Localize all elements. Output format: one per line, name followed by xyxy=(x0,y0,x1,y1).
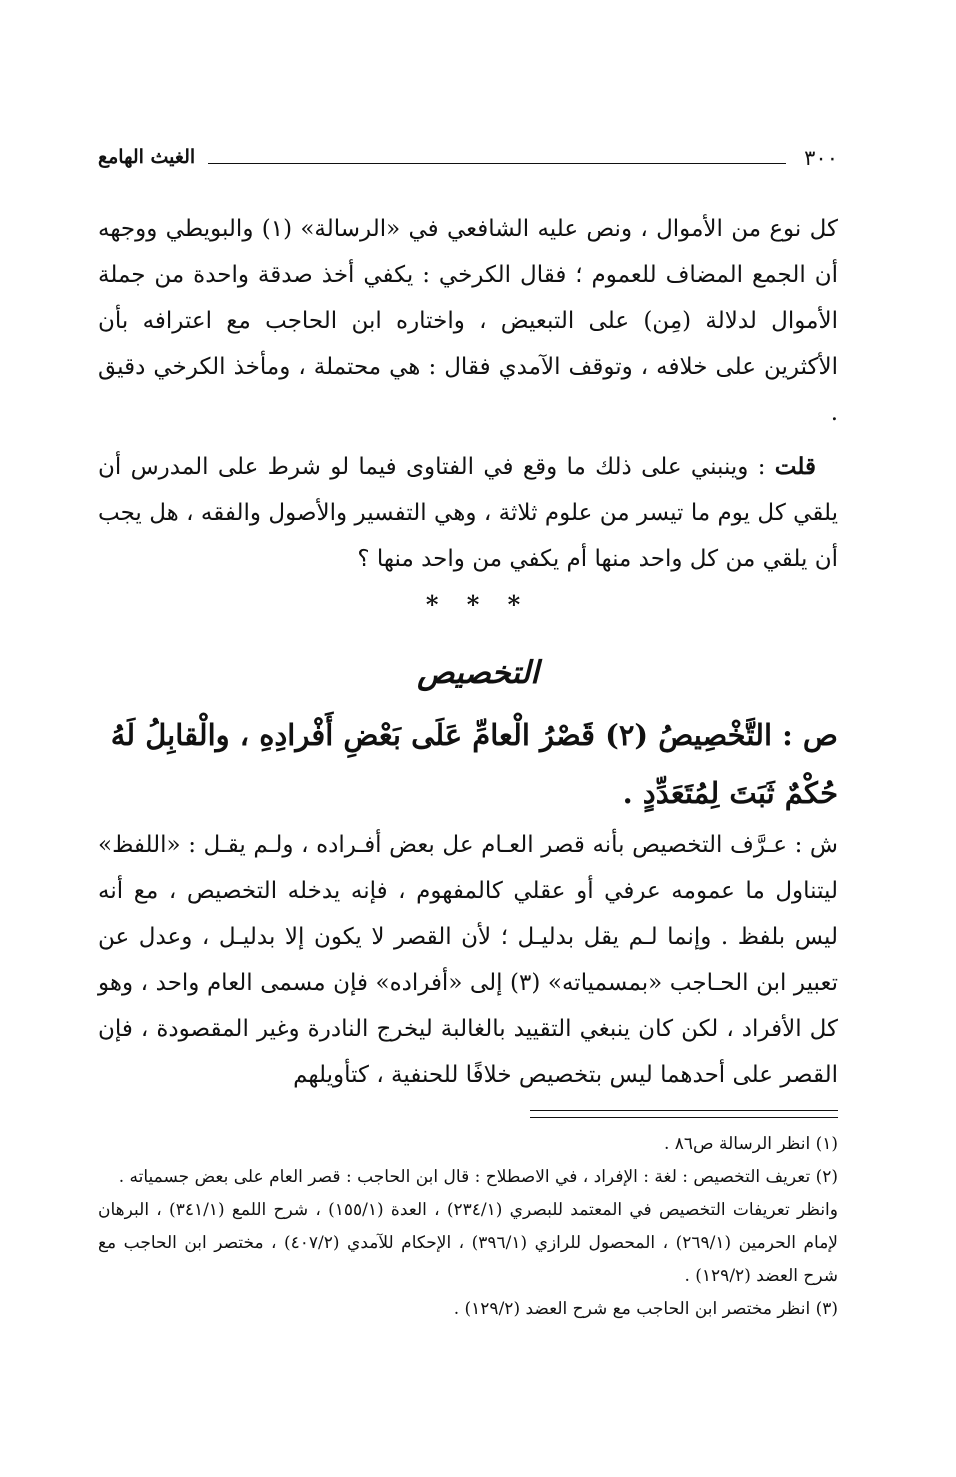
section-title: التخصيص xyxy=(417,655,539,691)
footnotes xyxy=(98,1128,838,1326)
paragraph-2-text: : وينبني على ذلك ما وقع في الفتاوى فيما لو شرط على المدرس أن يلقي كل يوم ما تيسر من علوم ثلاثة ، وهي التفسير والأصول والفقه ، هل يجب أن يلقي من كل واحد منها أم يكفي من واحد منها ؟ xyxy=(98,454,838,572)
footnote-2: (٢) تعريف التخصيص : لغة : الإفراد ، في الاصطلاح : قال ابن الحاجب : قصر العام على بعض جسمياته . xyxy=(118,1167,838,1187)
header-rule xyxy=(208,163,786,164)
footnote-2-references: وانظر تعريفات التخصيص في المعتمد للبصري (٢٣٤/١) ، العدة (١٥٥/١) ، شرح اللمع (٣٤١/١) ، البرهان لإمام الحرمين (٢٦٩/١) ، المحصول للرازي (٣٩٦/١) ، الإحكام للآمدي (٤٠٧/٢) ، مختصر ابن الحاجب مع شرح العضد (١٢٩/٢) . xyxy=(98,1200,838,1286)
footnote-3: (٣) انظر مختصر ابن الحاجب مع شرح العضد (١٢٩/٢) . xyxy=(453,1299,838,1319)
paragraph-2 xyxy=(98,444,838,582)
paragraph-1: كل نوع من الأموال ، ونص عليه الشافعي في «الرسالة» (١) والبويطي ووجهه أن الجمع المضاف للعموم ؛ فقال الكرخي : يكفي أخذ صدقة واحدة من جملة الأموال لدلالة (مِن) على التبعيض ، واختاره ابن الحاجب مع اعترافه بأن الأكثرين على خلافه ، وتوقف الآمدي فقال : هي محتملة ، ومأخذ الكرخي دقيق . xyxy=(98,216,839,426)
section-separator: * * * xyxy=(425,590,531,619)
sharh-text: ش : عـرَّف التخصيص بأنه قصر العـام عل بعض أفـراده ، ولـم يقـل : «اللفظ» ليتناول ما عمومه عرفي أو عقلي كالمفهوم ، فإنه يدخله التخصيص ، مع أنه ليس بلفظ . وإنما لـم يقل بدليـل ؛ لأن القصر لا يكون إلا بدليـل ، وعدل عن تعبير ابن الحـاجب «بمسمياته» (٣) إلى «أفراده» فإن مسمى العام واحد ، وهو كل الأفراد ، لكن كان ينبغي التقييد بالغالبة ليخرج النادرة وغير المقصودة ، فإن القصر على أحدهما ليس بتخصيص خلافًا للحنفية ، كتأويلهم xyxy=(98,832,838,1088)
paragraph-2-lead: قلت xyxy=(774,453,816,480)
footnote-1: (١) انظر الرسالة ص٨٦ . xyxy=(663,1134,838,1154)
matn-text: ص : التَّخْصِيصُ (٢) قَصْرُ الْعامِّ عَلَى بَعْضِ أَفْرادِهِ ، والْقابِلُ لَهُ حُكْمٌ ثَبَتَ لِمُتَعَدِّدٍ . xyxy=(110,718,838,810)
book-title: الغيث الهامع xyxy=(98,146,196,168)
page-number: ٣٠٠ xyxy=(804,146,838,170)
footnote-rule xyxy=(530,1110,838,1118)
running-head xyxy=(98,146,838,176)
